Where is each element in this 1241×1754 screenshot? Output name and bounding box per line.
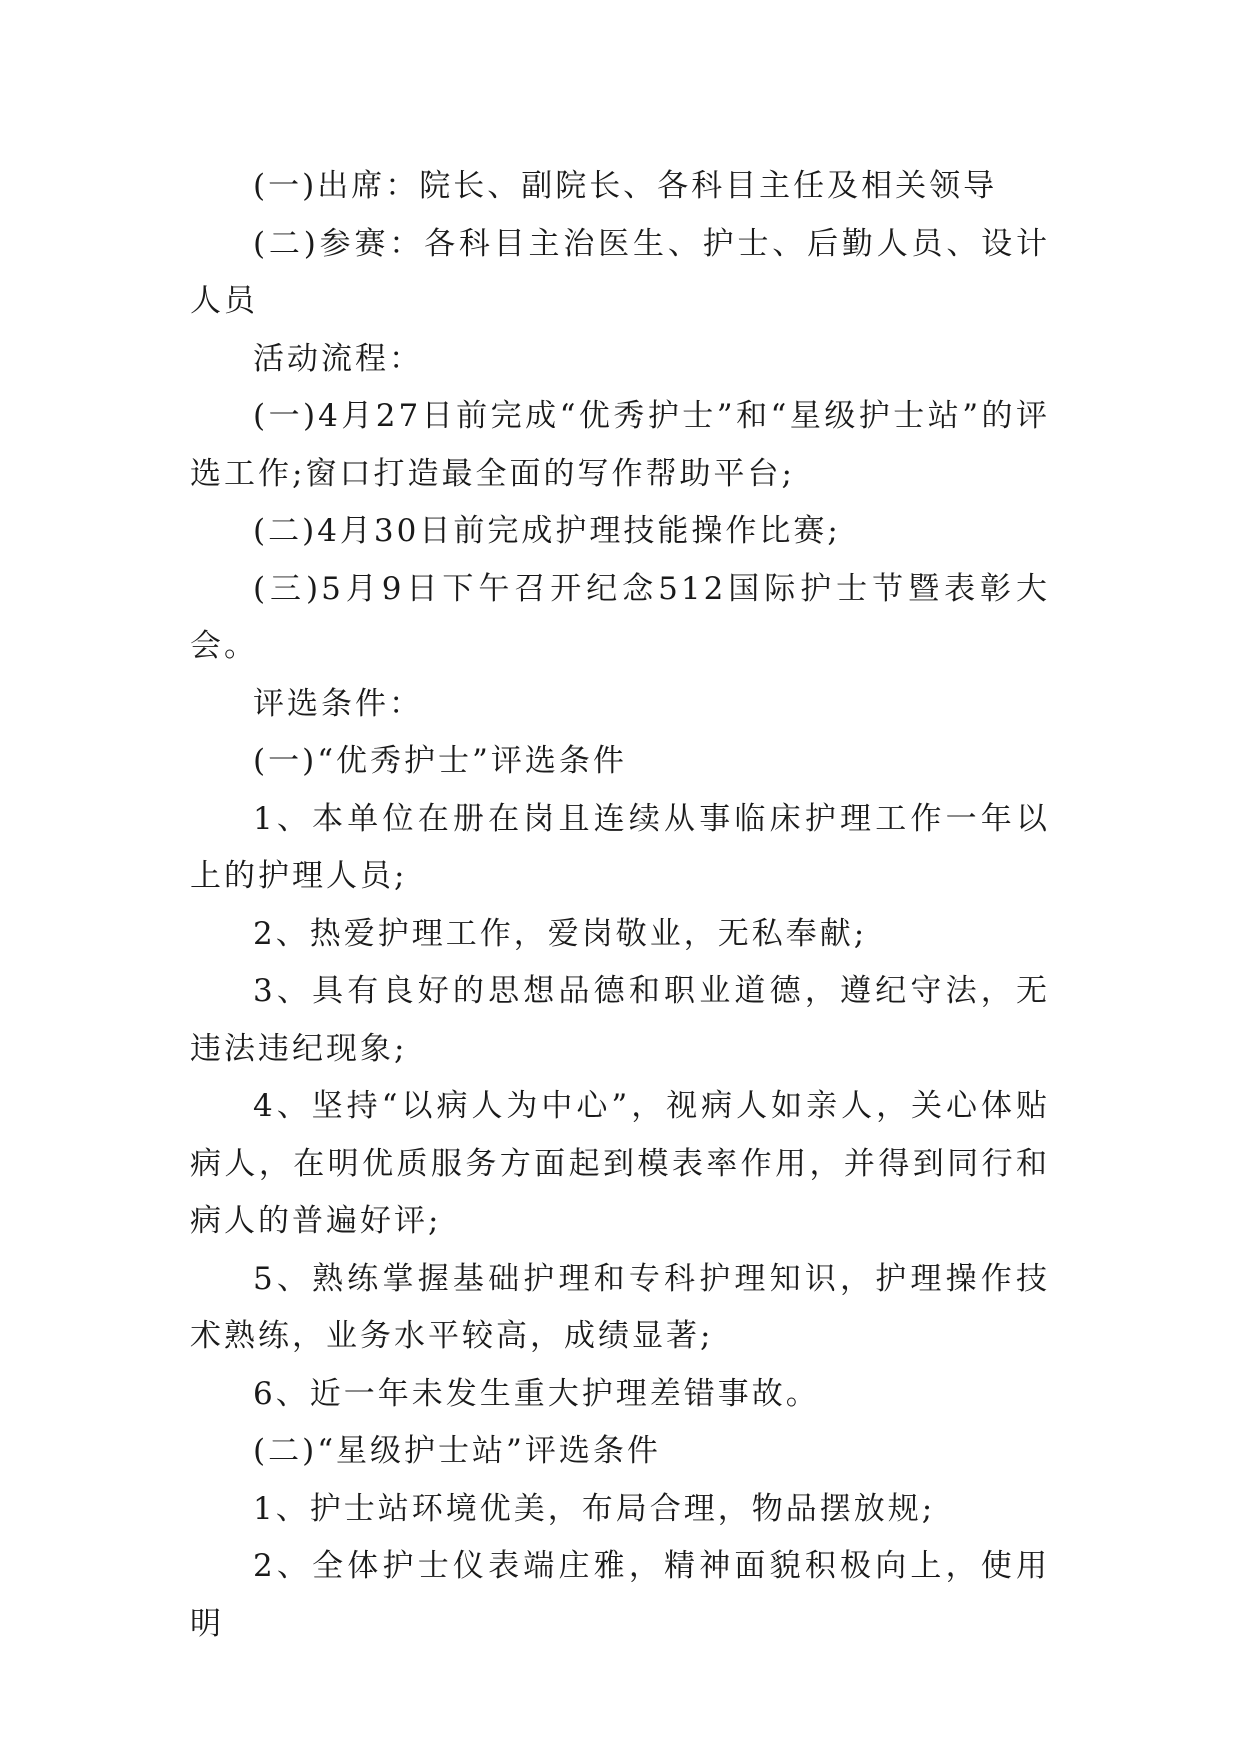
attendance-line: (一)出席：院长、副院长、各科目主任及相关领导 — [253, 168, 998, 204]
process-step-2: (二)4月30日前完成护理技能操作比赛; — [253, 513, 841, 549]
criterion-6: 6、近一年未发生重大护理差错事故。 — [253, 1375, 820, 1412]
criterion-5: 5、熟练掌握基础护理和专科护理知识，护理操作技术熟练，业务水平较高，成绩显著; — [190, 1260, 1050, 1354]
subheading-excellent-nurse: (一)“优秀护士”评选条件 — [253, 743, 627, 779]
participants-line: (二)参赛：各科目主治医生、护士、后勤人员、设计人员 — [190, 225, 1050, 319]
criterion-2: 2、热爱护理工作，爱岗敬业，无私奉献; — [253, 915, 868, 952]
criterion-3: 3、具有良好的思想品德和职业道德，遵纪守法，无违法违纪现象; — [190, 973, 1050, 1067]
station-criterion-2: 2、全体护士仪表端庄雅，精神面貌积极向上，使用明 — [190, 1548, 1050, 1642]
process-step-3: (三)5月9日下午召开纪念512国际护士节暨表彰大会。 — [190, 570, 1050, 664]
process-step-1: (一)4月27日前完成“优秀护士”和“星级护士站”的评选工作;窗口打造最全面的写作帮助平台; — [190, 398, 1050, 492]
section-heading-process: 活动流程： — [253, 340, 423, 377]
document-body — [190, 158, 1050, 1653]
station-criterion-1: 1、护士站环境优美，布局合理，物品摆放规; — [253, 1490, 936, 1527]
criterion-1: 1、本单位在册在岗且连续从事临床护理工作一年以上的护理人员; — [190, 800, 1050, 894]
subheading-star-station: (二)“星级护士站”评选条件 — [253, 1433, 661, 1469]
section-heading-criteria: 评选条件： — [253, 685, 423, 722]
criterion-4: 4、坚持“以病人为中心”，视病人如亲人，关心体贴病人，在明优质服务方面起到模表率作用，并得到同行和病人的普遍好评; — [190, 1088, 1050, 1239]
